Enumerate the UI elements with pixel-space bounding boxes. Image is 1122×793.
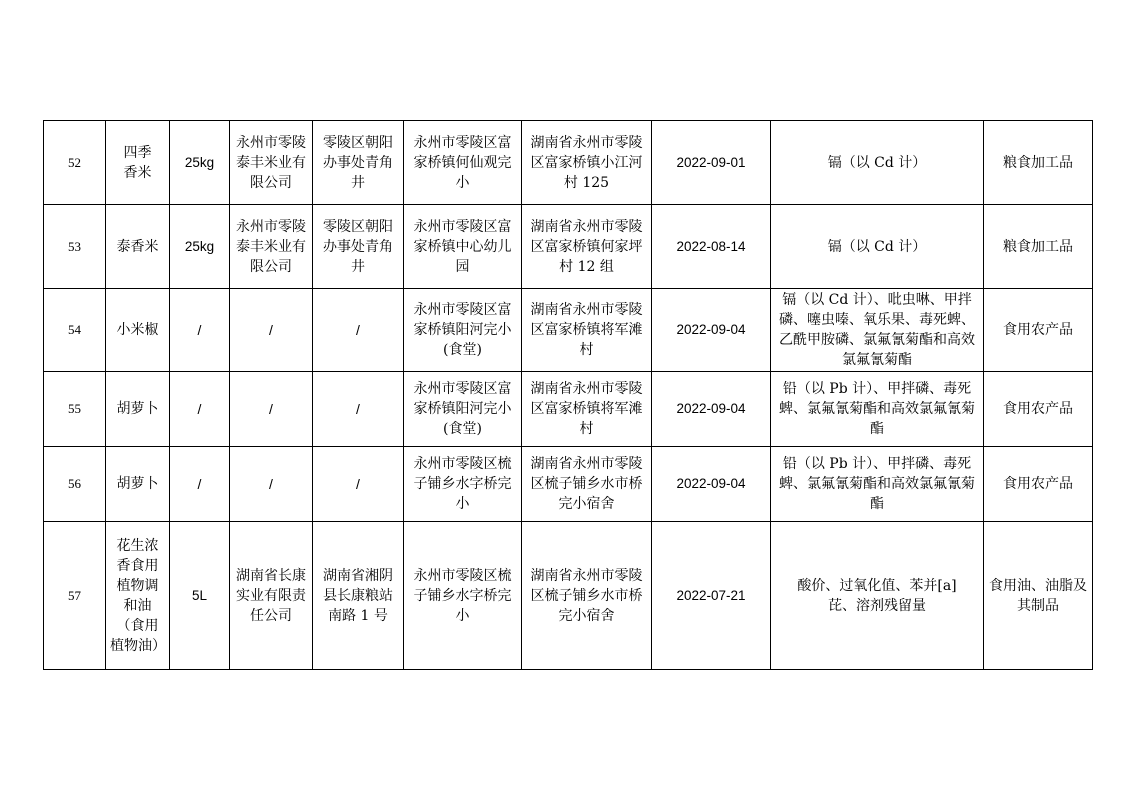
specification: / xyxy=(170,447,230,522)
food-category: 食用油、油脂及其制品 xyxy=(984,522,1093,670)
sampled-address: 湖南省永州市零陵区梳子铺乡水市桥完小宿舍 xyxy=(522,522,652,670)
food-category: 食用农产品 xyxy=(984,372,1093,447)
producer-address: / xyxy=(313,289,404,372)
producer-name: / xyxy=(230,289,313,372)
producer-address: 零陵区朝阳办事处青角井 xyxy=(313,121,404,205)
row-number: 53 xyxy=(44,205,106,289)
food-category: 食用农产品 xyxy=(984,289,1093,372)
inspection-items: 镉（以 Cd 计）、吡虫啉、甲拌磷、噻虫嗪、氧乐果、毒死蜱、乙酰甲胺磷、氯氟氰菊酯和高效氯氟氰菊酯 xyxy=(771,289,984,372)
table-row xyxy=(44,205,1093,289)
production-date: 2022-09-04 xyxy=(652,289,771,372)
product-name: 胡萝卜 xyxy=(106,372,170,447)
sampled-address: 湖南省永州市零陵区富家桥镇将军滩村 xyxy=(522,289,652,372)
product-name: 泰香米 xyxy=(106,205,170,289)
inspection-items: 铅（以 Pb 计）、甲拌磷、毒死蜱、氯氟氰菊酯和高效氯氟氰菊酯 xyxy=(771,372,984,447)
product-name: 胡萝卜 xyxy=(106,447,170,522)
inspection-items: 镉（以 Cd 计） xyxy=(771,205,984,289)
specification: 5L xyxy=(170,522,230,670)
table-row xyxy=(44,121,1093,205)
sampled-address: 湖南省永州市零陵区富家桥镇小江河村 125 xyxy=(522,121,652,205)
specification: 25kg xyxy=(170,121,230,205)
production-date: 2022-08-14 xyxy=(652,205,771,289)
specification: / xyxy=(170,289,230,372)
table-row xyxy=(44,522,1093,670)
table-row xyxy=(44,372,1093,447)
sampled-unit: 永州市零陵区梳子铺乡水字桥完小 xyxy=(404,522,522,670)
sampled-address: 湖南省永州市零陵区富家桥镇将军滩村 xyxy=(522,372,652,447)
producer-address: / xyxy=(313,372,404,447)
inspection-items: 铅（以 Pb 计）、甲拌磷、毒死蜱、氯氟氰菊酯和高效氯氟氰菊酯 xyxy=(771,447,984,522)
table-row xyxy=(44,289,1093,372)
sampled-unit: 永州市零陵区富家桥镇中心幼儿园 xyxy=(404,205,522,289)
table-row xyxy=(44,447,1093,522)
production-date: 2022-09-04 xyxy=(652,372,771,447)
row-number: 55 xyxy=(44,372,106,447)
producer-name: 永州市零陵泰丰米业有限公司 xyxy=(230,121,313,205)
row-number: 56 xyxy=(44,447,106,522)
production-date: 2022-07-21 xyxy=(652,522,771,670)
production-date: 2022-09-01 xyxy=(652,121,771,205)
product-name: 花生浓香食用植物调和油（食用植物油） xyxy=(106,522,170,670)
food-category: 粮食加工品 xyxy=(984,121,1093,205)
specification: / xyxy=(170,372,230,447)
inspection-items: 镉（以 Cd 计） xyxy=(771,121,984,205)
row-number: 57 xyxy=(44,522,106,670)
producer-address: 零陵区朝阳办事处青角井 xyxy=(313,205,404,289)
product-name: 小米椒 xyxy=(106,289,170,372)
sampled-address: 湖南省永州市零陵区富家桥镇何家坪村 12 组 xyxy=(522,205,652,289)
food-category: 粮食加工品 xyxy=(984,205,1093,289)
sampled-unit: 永州市零陵区富家桥镇何仙观完小 xyxy=(404,121,522,205)
sampled-unit: 永州市零陵区梳子铺乡水字桥完小 xyxy=(404,447,522,522)
sampled-unit: 永州市零陵区富家桥镇阳河完小(食堂) xyxy=(404,372,522,447)
inspection-items: 酸价、过氧化值、苯并[a]芘、溶剂残留量 xyxy=(771,522,984,670)
specification: 25kg xyxy=(170,205,230,289)
product-name: 四季香米 xyxy=(106,121,170,205)
producer-address: 湖南省湘阴县长康粮站南路 1 号 xyxy=(313,522,404,670)
food-category: 食用农产品 xyxy=(984,447,1093,522)
production-date: 2022-09-04 xyxy=(652,447,771,522)
producer-name: 湖南省长康实业有限责任公司 xyxy=(230,522,313,670)
row-number: 52 xyxy=(44,121,106,205)
sampled-address: 湖南省永州市零陵区梳子铺乡水市桥完小宿舍 xyxy=(522,447,652,522)
producer-name: / xyxy=(230,372,313,447)
inspection-results-table xyxy=(43,120,1093,670)
sampled-unit: 永州市零陵区富家桥镇阳河完小(食堂) xyxy=(404,289,522,372)
row-number: 54 xyxy=(44,289,106,372)
producer-name: / xyxy=(230,447,313,522)
producer-name: 永州市零陵泰丰米业有限公司 xyxy=(230,205,313,289)
producer-address: / xyxy=(313,447,404,522)
